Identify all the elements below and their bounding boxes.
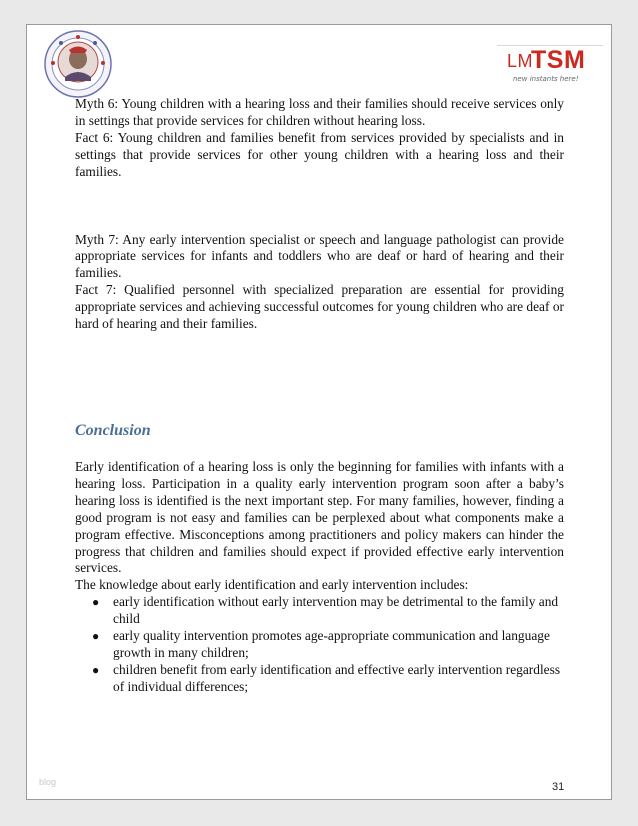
brand-tagline: new instants here! <box>513 75 579 83</box>
myth-7-text: Myth 7: Any early intervention specialist or speech and language pathologist can provide appropriate services for infants and toddlers who are deaf or hard of hearing and their families. <box>75 231 564 281</box>
knowledge-list <box>75 594 564 695</box>
page-number: 31 <box>552 781 565 793</box>
document-page <box>26 24 612 800</box>
bullet-icon: ● <box>92 662 100 677</box>
list-item-text: early identification without early intervention may be detrimental to the family and child <box>113 594 559 627</box>
list-item <box>75 662 564 696</box>
fact-7-text: Fact 7: Qualified personnel with specialized preparation are essential for providing appropriate services and achieving successful outcomes for young children who are deaf or hard of hearing and their families. <box>75 282 564 332</box>
fact-6-text: Fact 6: Young children and families benefit from services provided by specialists and in settings that provide services for other young children with a hearing loss and their families. <box>75 129 564 179</box>
brand-tsm-text: TSM <box>531 46 586 74</box>
brand-lm-text: LM <box>507 51 534 71</box>
myth-6-text: Myth 6: Young children with a hearing loss and their families should receive services only in settings that provide services for children without hearing loss. <box>75 96 564 128</box>
conclusion-paragraph: Early identification of a hearing loss is only the beginning for families with infants with a hearing loss. Participation in a quality early intervention program soon after a baby’s hearing loss is identified is the next important step. For many families, however, finding a good program is not easy and families can be perplexed about what components make a program effective. Misconceptions among practitioners and policy makers can hinder the progress that children and families should expect if provided effective early intervention services. <box>75 458 564 576</box>
blog-watermark: blog <box>39 777 57 787</box>
university-seal-logo <box>43 29 113 99</box>
conclusion-heading: Conclusion <box>75 421 151 439</box>
list-item-text: children benefit from early identification and effective early intervention regardless of individual differences; <box>113 661 561 694</box>
list-item-text: early quality intervention promotes age-appropriate communication and language growth in many children; <box>113 628 550 660</box>
list-item <box>75 628 564 662</box>
document-body <box>75 96 564 696</box>
bullet-icon: ● <box>92 629 100 644</box>
bullet-icon: ● <box>92 595 100 610</box>
list-item <box>75 594 564 628</box>
knowledge-intro: The knowledge about early identification and early intervention includes: <box>75 577 469 593</box>
